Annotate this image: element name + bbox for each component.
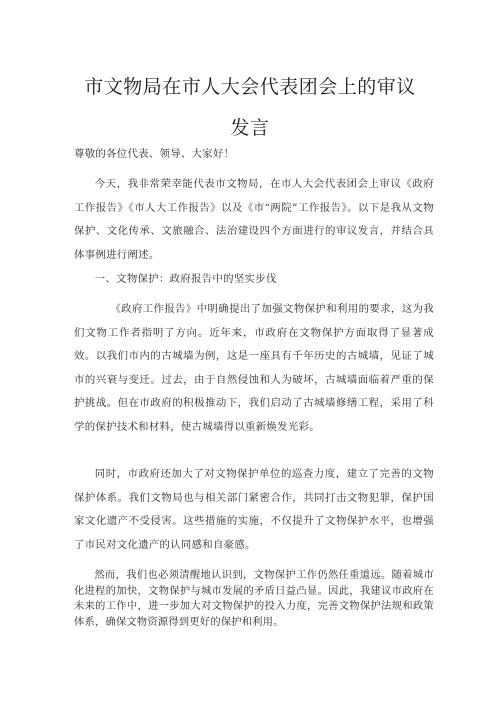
paragraph-intro: 今天，我非常荣幸能代表市文物局，在市人大会代表团会上审议《政府工作报告》《市人大工作报告》以及《市“两院”工作报告》。以下是我从文物保护、文化传承、文旅融合、法治建设四个方面进行的审议发言，并结合具体事例进行阐述。	[74, 178, 434, 261]
paragraph-section-1-cont: 同时，市政府还加大了对文物保护单位的巡查力度，建立了完善的文物保护体系。我们文物局也与相关部门紧密合作，共同打击文物犯罪，保护国家文化遗产不受侵害。这些措施的实施，不仅提升了文物保护水平，也增强了市民对文化遗产的认同感和自豪感。	[74, 468, 434, 551]
document-title-line-2: 发言	[230, 117, 270, 139]
section-heading-1: 一、文物保护：政府报告中的坚实步伐	[94, 273, 277, 285]
greeting: 尊敬的各位代表、领导、大家好！	[74, 148, 235, 160]
paragraph-section-1: 《政府工作报告》中明确提出了加强文物保护和利用的要求，这为我们文物工作者指明了方向。近年来，市政府在文物保护方面取得了显著成效。以我们市内的古城墙为例，这是一座具有千年历史的古城墙，见证了城市的兴衰与变迁。过去，由于自然侵蚀和人为破坏，古城墙面临着严重的保护挑战。但在市政府的积极推动下，我们启动了古城墙修缮工程，采用了科学的保护技术和材料，使古城墙得以重新焕发光彩。	[74, 303, 434, 433]
document-title-line-1: 市文物局在市人大会代表团会上的审议	[84, 76, 416, 98]
paragraph-section-1-closing: 然而，我们也必须清醒地认识到，文物保护工作仍然任重道远。随着城市化进程的加快，文物保护与城市发展的矛盾日益凸显。因此，我建议市政府在未来的工作中，进一步加大对文物保护的投入力度，完善文物保护法规和政策体系，确保文物资源得到更好的保护和利用。	[74, 570, 434, 628]
